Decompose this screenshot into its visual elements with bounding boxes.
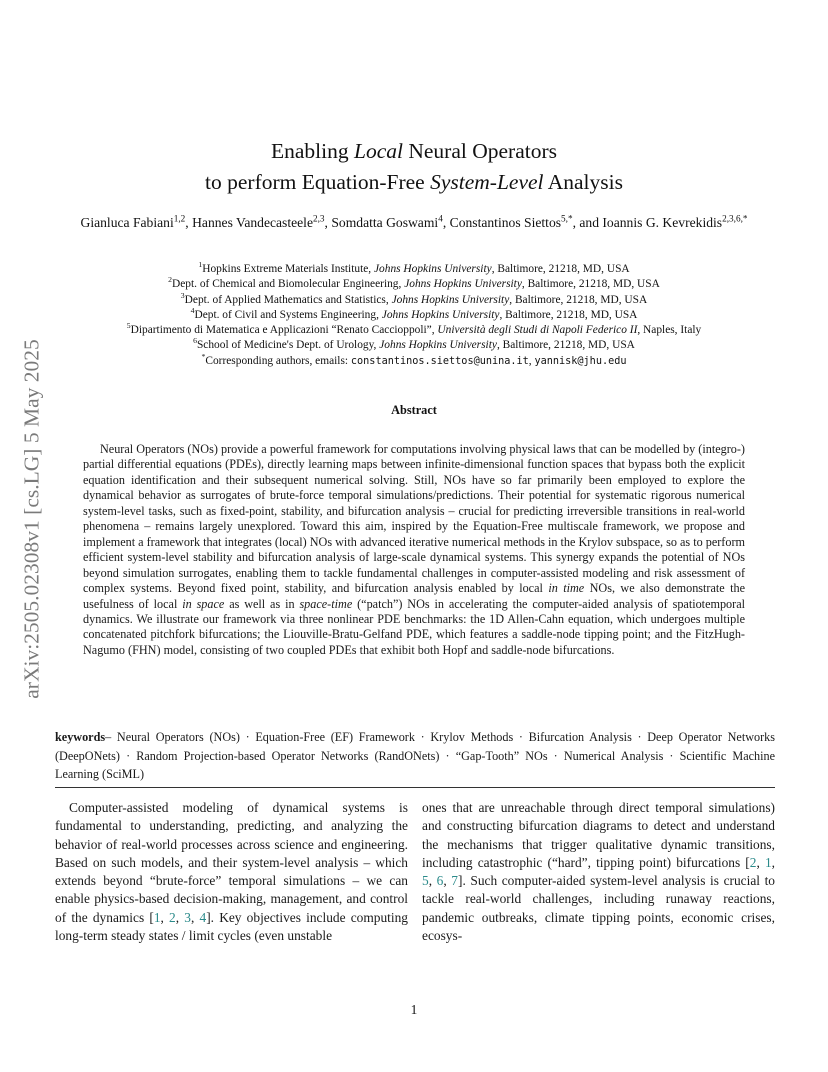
affiliations bbox=[60, 262, 768, 369]
author: Ioannis G. Kevrekidis$^{2,3,6,*}$ bbox=[602, 213, 748, 230]
affiliation-3: $^3$Dept. of Applied Mathematics and Statistics, Johns Hopkins University, Baltimore, 21218, MD, USA bbox=[180, 290, 648, 306]
section-divider bbox=[55, 787, 775, 788]
keywords-list: Neural Operators (NOs) · Equation-Free (EF) Framework · Krylov Methods · Bifurcation Analysis · Deep Operator Networks (DeepONets) · Random Projection-based Operator Networks (RandONets) · “Gap-Tooth” NOs · Numerical Analysis · Scientific Machine Learning (SciML) bbox=[55, 730, 776, 781]
author-list: Gianluca Fabiani$^{1,2}$, Hannes Vandecasteele$^{2,3}$, Somdatta Goswami$^4$, Constantinos Siettos$^{5,*}$, and Ioannis G. Kevrekidis$^{2,3,6,*}$ bbox=[80, 213, 748, 230]
corresponding-authors: *Corresponding authors, emails: constantinos.siettos@unina.it, yannisk@jhu.edu bbox=[201, 351, 627, 367]
abstract-body: Neural Operators (NOs) provide a powerful framework for computations involving physical laws that can be modelled by (integro-) partial differential equations (PDEs), directly learning maps between infinite-dimensional function spaces that bypass both the explicit equation identification and their subsequent numerical solving. Still, NOs have so far primarily been employed to explore the dynamical behavior as surrogates of brute-force temporal simulations/predictions. Their potential for systematic rigorous numerical system-level tasks, such as fixed-point, stability, and bifurcation analysis – crucial for predicting irreversible transitions in real-world phenomena – remains largely unexplored. Toward this aim, inspired by the Equation-Free multiscale framework, we propose and implement a framework that integrates (local) NOs with advanced iterative numerical methods in the Krylov subspace, so as to perform efficient system-level stability and bifurcation analysis of large-scale dynamical systems. This synergy expands the potential of NOs beyond simulation surrogates, enabling them to tackle fundamental challenges in computer-assisted modeling and risk assessment of complex systems. Beyond fixed point, stability, and bifurcation analysis enabled by local in time NOs, we also demonstrate the usefulness of local in space as well as in space-time (“patch”) NOs in accelerating the computer-aided analysis of spatiotemporal dynamics. We illustrate our framework via three nonlinear PDE benchmarks: the 1D Allen-Cahn equation, which undergoes multiple concatenated pitchfork bifurcations; the Liouville-Bratu-Gelfand PDE, which features a saddle-node tipping point; and the FitzHugh-Nagumo (FHN) model, consisting of two coupled PDEs that exhibit both Hopf and saddle-node bifurcations. bbox=[83, 442, 746, 657]
email-link[interactable]: constantinos.siettos@unina.it bbox=[350, 355, 529, 367]
body-column-left: Computer-assisted modeling of dynamical systems is fundamental to understanding, predicting, and analyzing the behavior of real-world processes across science and engineering. Based on such models, and their system-level analysis – which extends beyond “brute-force” temporal simulations – we can enable physics-based decision-making, management, and control of the dynamics [1, 2, 3, 4]. Key objectives include computing long-term steady states / limit cycles (even unstable bbox=[55, 800, 408, 944]
email-link[interactable]: yannisk@jhu.edu bbox=[534, 355, 627, 367]
author: Hannes Vandecasteele$^{2,3}$ bbox=[192, 213, 325, 230]
arxiv-identifier: arXiv:2505.02308v1 [cs.LG] 5 May 2025 bbox=[19, 339, 44, 699]
affiliation-5: $^5$Dipartimento di Matematica e Applicazioni “Renato Caccioppoli”, Università degli Studi di Napoli Federico II, Naples, Italy bbox=[126, 321, 702, 337]
affiliation-1: $^1$Hopkins Extreme Materials Institute, Johns Hopkins University, Baltimore, 21218, MD, USA bbox=[198, 260, 630, 275]
citation-link[interactable]: 7 bbox=[451, 873, 458, 889]
affiliation-2: $^2$Dept. of Chemical and Biomolecular Engineering, Johns Hopkins University, Baltimore, 21218, MD, USA bbox=[168, 275, 660, 291]
author: Constantinos Siettos$^{5,*}$ bbox=[449, 213, 573, 230]
citation-link[interactable]: 2 bbox=[169, 909, 176, 925]
citation-link[interactable]: 2 bbox=[749, 854, 757, 870]
affiliation-6: $^6$School of Medicine's Dept. of Urology, Johns Hopkins University, Baltimore, 21218, MD, USA bbox=[193, 336, 635, 352]
body-column-right: ones that are unreachable through direct temporal simulations) and constructing bifurcation diagrams to detect and understand the mechanisms that trigger qualitative dynamic transitions, including catastrophic (“hard”, tipping point) bifurcations [2, 1, 5, 6, 7]. Such computer-aided system-level analysis is crucial to tackle real-world challenges, including runaway reactions, pandemic outbreaks, climate tipping points, economic crises, ecosys- bbox=[422, 800, 775, 944]
title-line-1: Enabling Local Neural Operators bbox=[270, 139, 557, 163]
paper-title bbox=[90, 136, 738, 198]
citation-link[interactable]: 1 bbox=[764, 854, 772, 870]
affiliation-4: $^4$Dept. of Civil and Systems Engineering, Johns Hopkins University, Baltimore, 21218, MD, USA bbox=[190, 306, 638, 321]
page-number: 1 bbox=[410, 1002, 418, 1017]
title-line-2: to perform Equation-Free System-Level Analysis bbox=[205, 170, 623, 194]
author: Gianluca Fabiani$^{1,2}$ bbox=[80, 213, 186, 230]
citation-link[interactable]: 3 bbox=[184, 909, 191, 925]
author: Somdatta Goswami$^4$ bbox=[331, 213, 443, 230]
keywords: keywords– Neural Operators (NOs) · Equation-Free (EF) Framework · Krylov Methods · Bifurcation Analysis · Deep Operator Networks (DeepONets) · Random Projection-based Operator Networks (RandONets) · “Gap-Tooth” NOs · Numerical Analysis · Scientific Machine Learning (SciML) bbox=[55, 730, 776, 781]
arxiv-sidebar-stamp bbox=[16, 284, 48, 754]
citation-link[interactable]: 6 bbox=[436, 873, 444, 889]
keywords-label: keywords bbox=[55, 730, 106, 744]
citation-link[interactable]: 5 bbox=[422, 873, 429, 889]
citation-link[interactable]: 1 bbox=[153, 909, 161, 925]
abstract-heading: Abstract bbox=[391, 403, 437, 417]
citation-link[interactable]: 4 bbox=[199, 909, 207, 925]
